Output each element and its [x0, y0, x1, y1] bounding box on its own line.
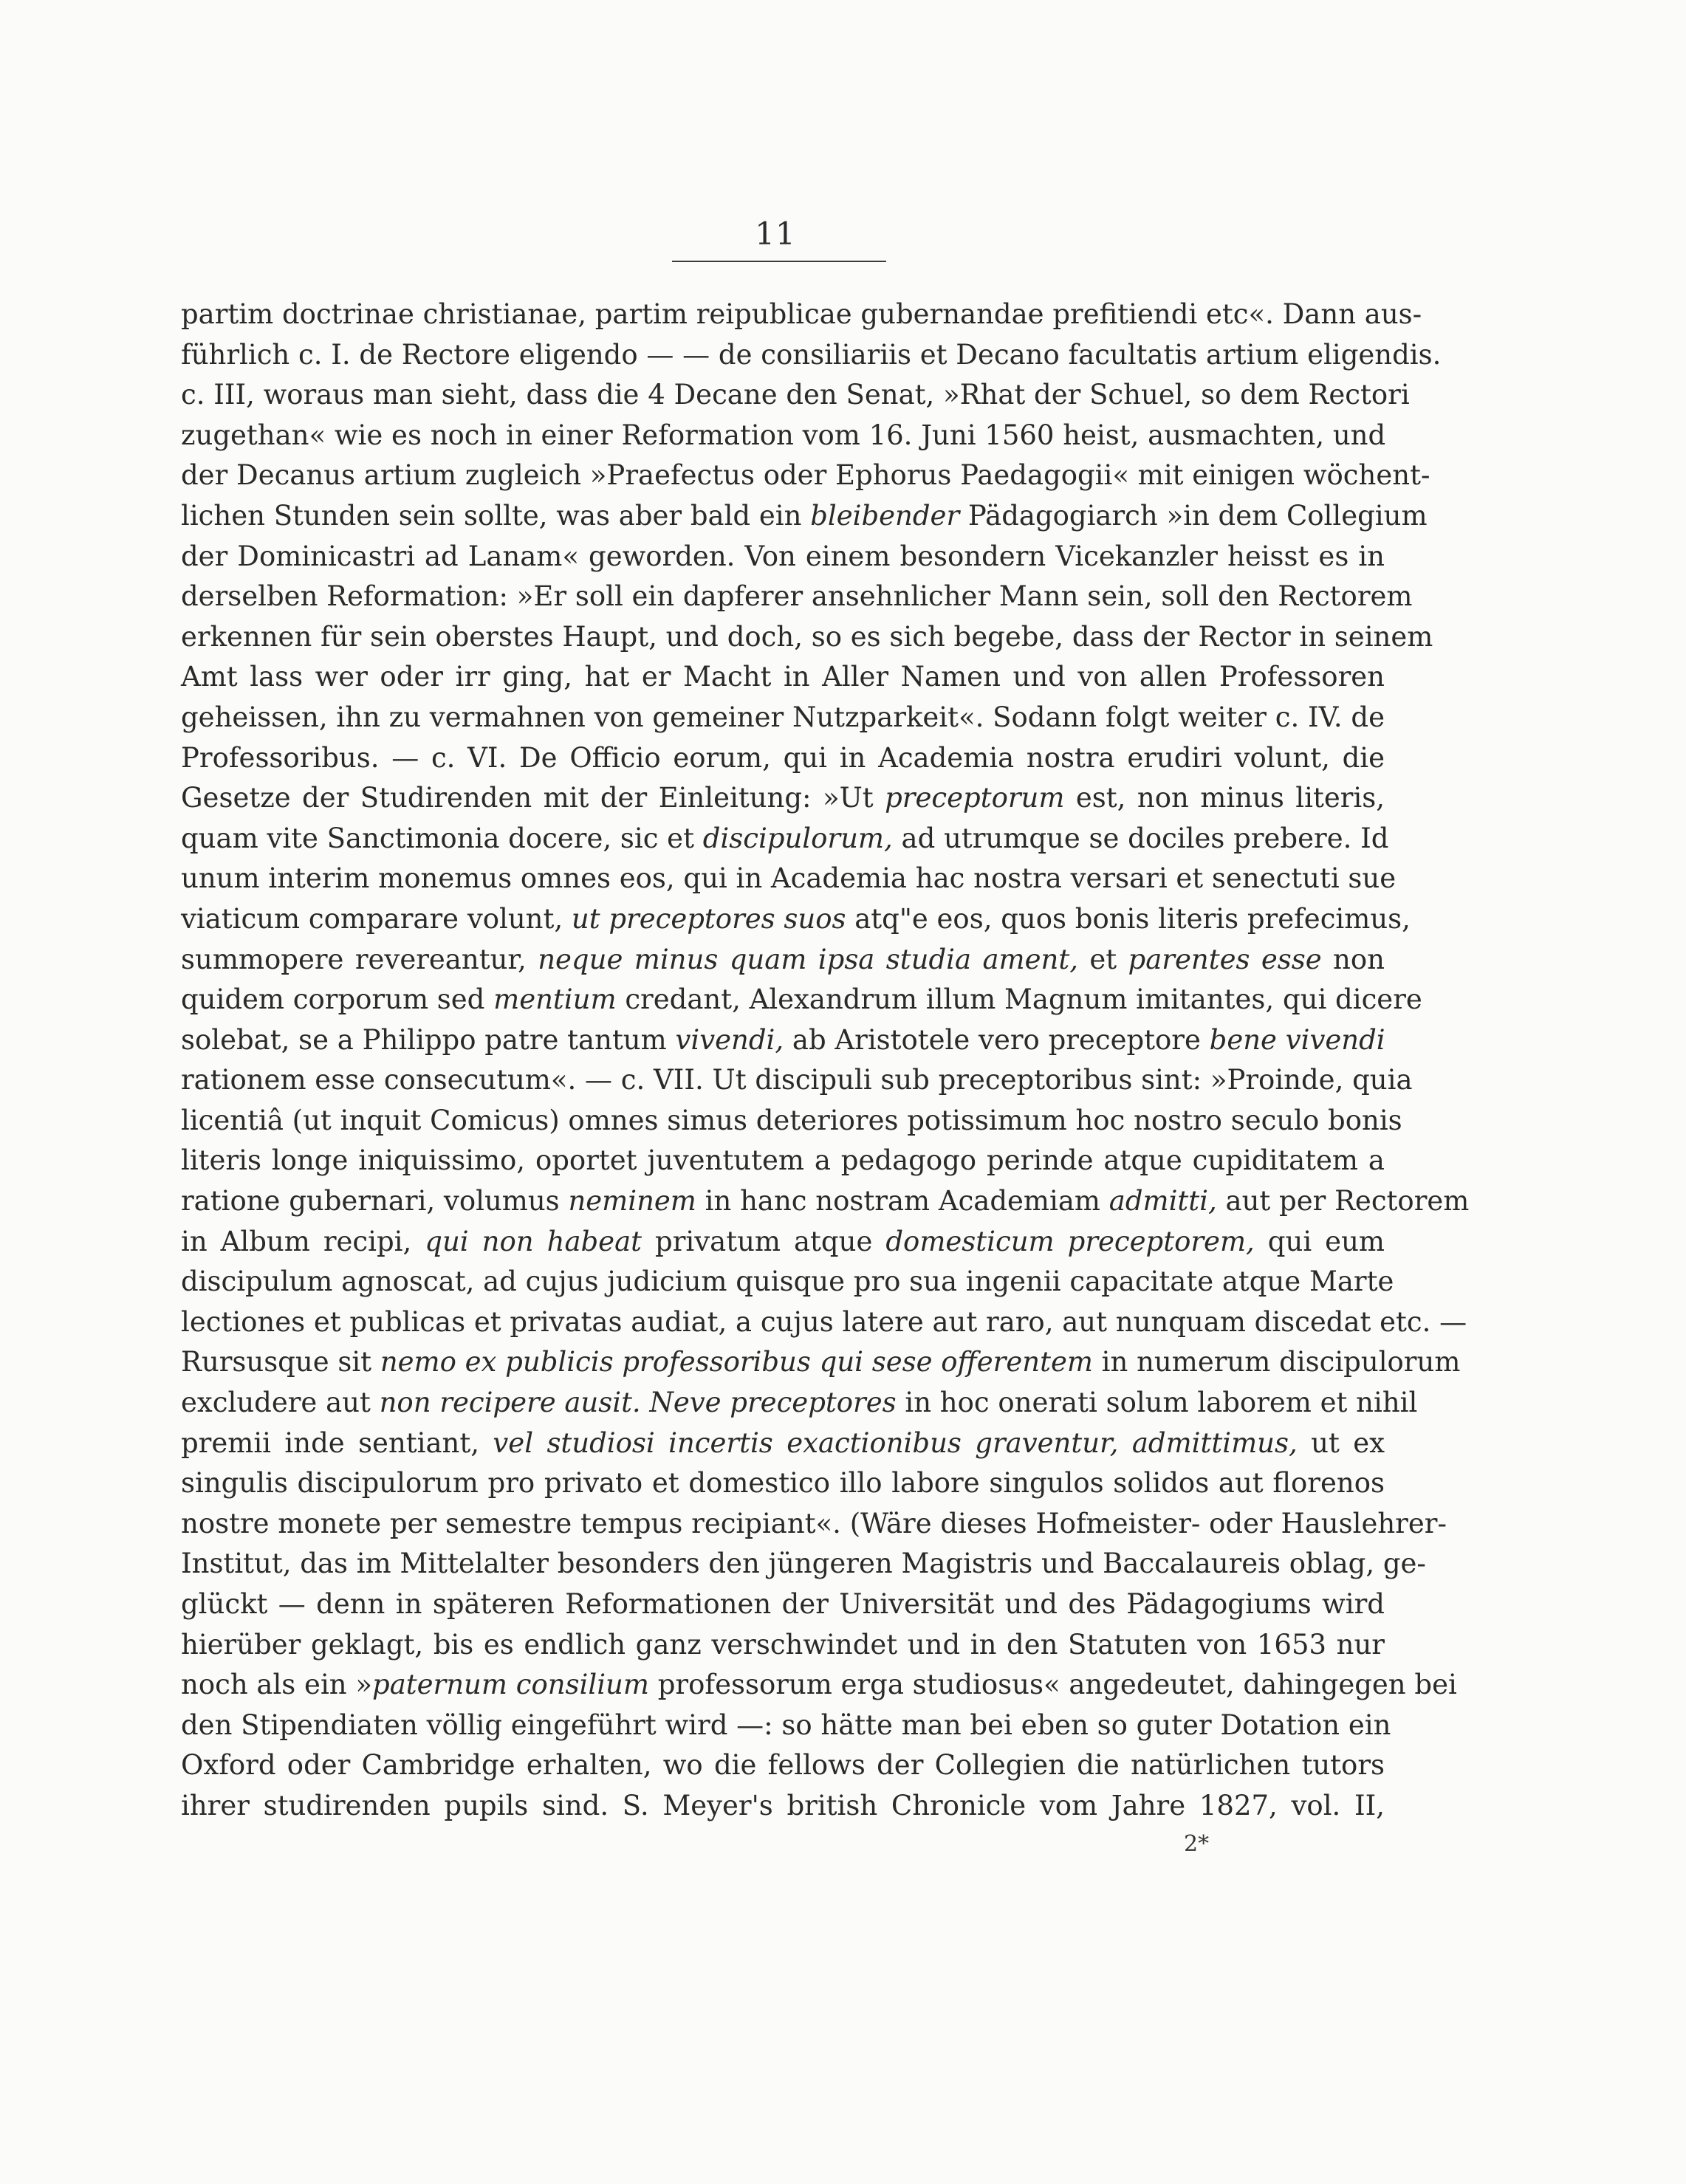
italic-span: qui non habeat — [425, 1225, 642, 1257]
italic-span: neminem — [568, 1185, 696, 1218]
italic-span: mentium — [493, 983, 617, 1016]
text-span: hierüber geklagt, bis es endlich ganz verschwindet und in den Statuten von 1653 nur — [181, 1628, 1385, 1661]
text-span: discipulum agnoscat, ad cujus judicium quisque pro sua ingenii capacitate atque Marte — [181, 1266, 1394, 1298]
italic-span: vivendi, — [675, 1023, 784, 1056]
text-span: der Dominicastri ad Lanam« geworden. Von einem besondern Vicekanzler heisst es in — [181, 540, 1385, 572]
italic-span: bleibender — [810, 499, 960, 532]
text-span: quam vite Sanctimonia docere, sic et — [181, 822, 703, 854]
text-line — [181, 537, 1385, 577]
text-span: unum interim monemus omnes eos, qui in Academia hac nostra versari et senectuti sue — [181, 862, 1397, 895]
text-span: Rursusque sit — [181, 1346, 380, 1378]
text-span: den Stipendiaten völlig eingeführt wird —: so hätte man bei eben so guter Dotation ein — [181, 1709, 1391, 1741]
text-line — [181, 1544, 1426, 1584]
text-span: zugethan« wie es noch in einer Reformation vom 16. Juni 1560 heist, ausmachten, und — [181, 419, 1386, 451]
text-line — [181, 1302, 1467, 1343]
text-line — [181, 1262, 1394, 1302]
italic-span: domesticum preceptorem, — [885, 1225, 1255, 1257]
text-line — [181, 1222, 1385, 1263]
page-number: 11 — [755, 216, 796, 252]
text-span: Institut, das im Mittelalter besonders den jüngeren Magistris und Baccalaureis oblag, ge- — [181, 1548, 1426, 1580]
text-span: solebat, se a Philippo patre tantum — [181, 1023, 676, 1056]
text-span: premii inde sentiant, — [181, 1426, 493, 1459]
italic-span: ut preceptores suos — [571, 902, 846, 935]
text-line — [181, 899, 1411, 940]
text-span: noch als ein » — [181, 1669, 373, 1701]
text-line — [181, 940, 1385, 981]
text-line — [181, 1706, 1391, 1746]
text-line — [181, 577, 1413, 617]
text-span: rationem esse consecutum«. — c. VII. Ut discipuli sub preceptoribus sint: »Proinde, quia — [181, 1064, 1413, 1096]
text-span: in hanc nostram Academiam — [696, 1185, 1109, 1218]
text-span: et — [1077, 943, 1128, 975]
text-span: in hoc onerati solum laborem et nihil — [896, 1387, 1418, 1419]
text-span: derselben Reformation: »Er soll ein dapferer ansehnlicher Mann sein, soll den Rectorem — [181, 580, 1413, 613]
text-line — [181, 1625, 1385, 1666]
text-span: privatum atque — [642, 1225, 886, 1257]
text-line — [181, 1424, 1385, 1464]
text-span: est, non minus literis, — [1064, 782, 1385, 814]
text-line — [181, 456, 1430, 496]
text-line — [181, 1584, 1385, 1625]
italic-span: preceptorum — [885, 782, 1065, 814]
text-line — [181, 1665, 1457, 1706]
text-line — [181, 416, 1385, 456]
italic-span: bene vivendi — [1209, 1023, 1385, 1056]
text-span: Amt lass wer oder irr ging, hat er Macht in Aller Namen und von allen Professoren — [181, 661, 1385, 693]
text-span: quidem corporum sed — [181, 983, 494, 1016]
text-span: erkennen für sein oberstes Haupt, und doch, so es sich begebe, dass der Rector in seinem — [181, 620, 1433, 653]
text-line — [181, 1745, 1385, 1786]
text-span: professorum erga studiosus« angedeutet, dahingegen bei — [648, 1669, 1457, 1701]
italic-span: nemo ex publicis professoribus qui sese offerentem — [380, 1346, 1093, 1378]
text-span: ab Aristotele vero preceptore — [784, 1023, 1210, 1056]
text-line — [181, 1383, 1418, 1424]
text-span: geheissen, ihn zu vermahnen von gemeiner Nutzparkeit«. Sodann folgt weiter c. IV. de — [181, 701, 1385, 733]
italic-span: non recipere ausit. — [379, 1387, 641, 1419]
text-span: der Decanus artium zugleich »Praefectus oder Ephorus Paedagogii« mit einigen wöchent- — [181, 459, 1430, 492]
text-span: singulis discipulorum pro privato et domestico illo labore singulos solidos aut florenos — [181, 1467, 1385, 1500]
text-span: aut per Rectorem — [1216, 1185, 1470, 1218]
text-span: lectiones et publicas et privatas audiat, a cujus latere aut raro, aut nunquam discedat etc. — — [181, 1305, 1467, 1338]
text-line — [181, 738, 1385, 779]
text-span: Pädagogiarch »in dem Collegium — [959, 499, 1428, 532]
text-span: Gesetze der Studirenden mit der Einleitung: »Ut — [181, 782, 885, 814]
text-line — [181, 1141, 1385, 1181]
text-span: Professoribus. — c. VI. De Officio eorum, qui in Academia nostra erudiri volunt, die — [181, 741, 1385, 774]
text-span: literis longe iniquissimo, oportet juventutem a pedagogo perinde atque cupiditatem a — [181, 1144, 1385, 1177]
italic-span: admitti, — [1108, 1185, 1217, 1218]
text-span: lichen Stunden sein sollte, was aber bald ein — [181, 499, 811, 532]
text-span: excludere aut — [181, 1387, 380, 1419]
text-line — [181, 1101, 1402, 1141]
text-span: summopere revereantur, — [181, 943, 538, 975]
text-line — [181, 1504, 1447, 1545]
text-span: in Album recipi, — [181, 1225, 425, 1257]
text-span: viaticum comparare volunt, — [181, 902, 572, 935]
text-span — [641, 1387, 650, 1418]
text-span: credant, Alexandrum illum Magnum imitantes, qui dicere — [616, 983, 1422, 1016]
text-line — [181, 980, 1422, 1020]
italic-span: parentes esse — [1128, 943, 1322, 975]
text-line — [181, 496, 1428, 537]
text-line — [181, 1060, 1413, 1101]
text-span: glückt — denn in späteren Reformationen der Universität und des Pädagogiums wird — [181, 1588, 1385, 1620]
text-span: ut ex — [1297, 1426, 1385, 1459]
text-line — [181, 617, 1433, 658]
text-line — [181, 859, 1397, 899]
text-span: ratione gubernari, volumus — [181, 1185, 569, 1218]
text-line — [181, 778, 1385, 819]
text-line — [181, 1020, 1385, 1061]
text-line — [181, 819, 1389, 859]
text-line — [181, 657, 1385, 698]
text-span: partim doctrinae christianae, partim reipublicae gubernandae prefitiendi etc«. Dann aus- — [181, 298, 1422, 330]
text-span: atq"e eos, quos bonis literis prefecimus, — [846, 902, 1411, 935]
text-line — [181, 1786, 1385, 1827]
text-body — [181, 295, 1470, 1827]
text-line — [181, 1181, 1470, 1222]
page-number-rule — [672, 261, 886, 262]
text-span: ihrer studirenden pupils sind. S. Meyer's british Chronicle vom Jahre 1827, vol. II, — [181, 1789, 1385, 1821]
text-line — [181, 1342, 1461, 1383]
text-span: Oxford oder Cambridge erhalten, wo die fellows der Collegien die natürlichen tutors — [181, 1749, 1385, 1782]
text-line — [181, 295, 1422, 335]
text-line — [181, 335, 1442, 376]
text-span: licentiâ (ut inquit Comicus) omnes simus deteriores potissimum hoc nostro seculo bonis — [181, 1104, 1402, 1136]
text-span: c. III, woraus man sieht, dass die 4 Decane den Senat, »Rhat der Schuel, so dem Rectori — [181, 379, 1410, 411]
italic-span: paternum consilium — [372, 1669, 649, 1701]
text-span: führlich c. I. de Rectore eligendo — — de consiliariis et Decano facultatis artium eligendis. — [181, 338, 1442, 371]
text-span: non — [1321, 943, 1385, 975]
text-span: ad utrumque se dociles prebere. Id — [892, 822, 1389, 854]
text-span: in numerum discipulorum — [1092, 1346, 1461, 1378]
italic-span: vel studiosi incertis exactionibus graventur, admittimus, — [493, 1426, 1298, 1459]
italic-span: neque minus quam ipsa studia ament, — [538, 943, 1078, 975]
sheet-signature: 2* — [1184, 1831, 1210, 1857]
italic-span: discipulorum, — [702, 822, 893, 854]
text-line — [181, 1463, 1385, 1504]
text-line — [181, 375, 1410, 416]
text-line — [181, 698, 1385, 738]
italic-span: Neve preceptores — [649, 1387, 897, 1419]
text-span: nostre monete per semestre tempus recipiant«. (Wäre dieses Hofmeister- oder Hauslehrer- — [181, 1507, 1447, 1539]
text-span: qui eum — [1254, 1225, 1385, 1257]
